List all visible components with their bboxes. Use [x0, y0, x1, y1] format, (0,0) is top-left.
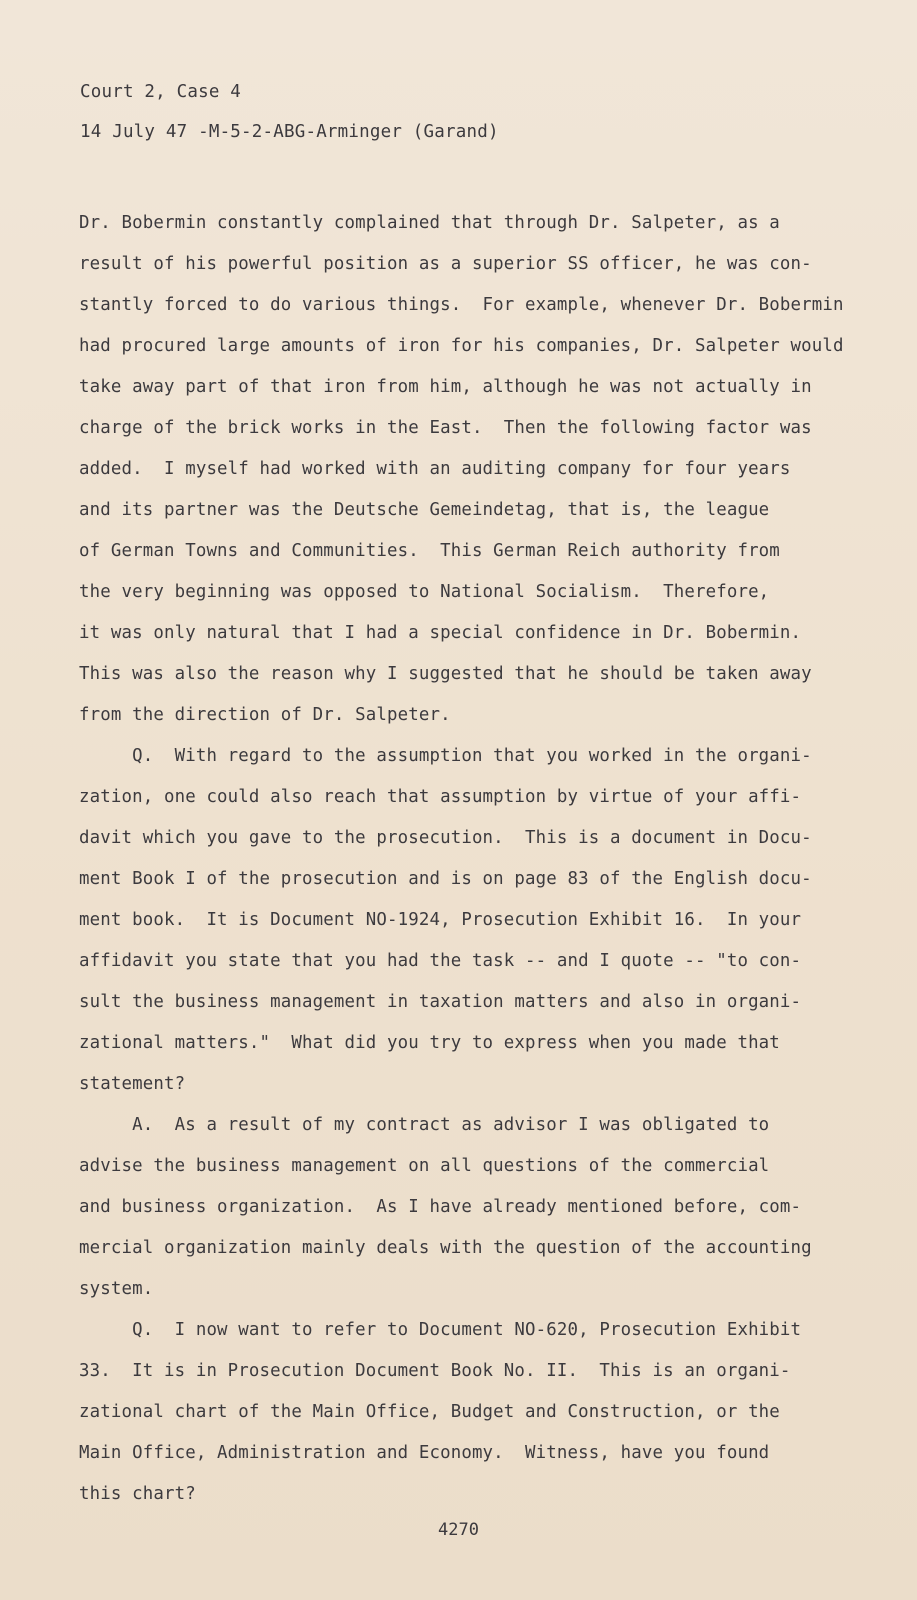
transcript-line: sult the business management in taxation matters and also in organi- [79, 992, 802, 1012]
transcript-line: system. [79, 1279, 154, 1299]
transcript-line: the very beginning was opposed to National Socialism. Therefore, [79, 582, 770, 602]
transcript-line: A. As a result of my contract as advisor I was obligated to [79, 1115, 770, 1135]
page-number: 4270 [438, 1520, 479, 1540]
transcript-line: zational chart of the Main Office, Budget and Construction, or the [79, 1402, 780, 1422]
transcript-line: This was also the reason why I suggested that he should be taken away [79, 664, 812, 684]
transcript-line: and its partner was the Deutsche Gemeindetag, that is, the league [79, 500, 770, 520]
transcript-line: and business organization. As I have already mentioned before, com- [79, 1197, 802, 1217]
transcript-line: Q. With regard to the assumption that you worked in the organi- [79, 746, 812, 766]
transcript-line: had procured large amounts of iron for his companies, Dr. Salpeter would [79, 336, 844, 356]
session-header: 14 July 47 -M-5-2-ABG-Arminger (Garand) [80, 122, 499, 142]
transcript-line: affidavit you state that you had the task -- and I quote -- "to con- [79, 951, 802, 971]
transcript-line: Q. I now want to refer to Document NO-620, Prosecution Exhibit [79, 1320, 802, 1340]
transcript-line: ment Book I of the prosecution and is on page 83 of the English docu- [79, 869, 812, 889]
transcript-line: added. I myself had worked with an auditing company for four years [79, 459, 791, 479]
transcript-line: it was only natural that I had a special confidence in Dr. Bobermin. [79, 623, 802, 643]
transcript-line: from the direction of Dr. Salpeter. [79, 705, 451, 725]
transcript-line: mercial organization mainly deals with the question of the accounting [79, 1238, 812, 1258]
transcript-line: 33. It is in Prosecution Document Book No. II. This is an organi- [79, 1361, 791, 1381]
transcript-line: ment book. It is Document NO-1924, Prosecution Exhibit 16. In your [79, 910, 802, 930]
transcript-line: this chart? [79, 1484, 196, 1504]
transcript-line: advise the business management on all questions of the commercial [79, 1156, 770, 1176]
transcript-line: charge of the brick works in the East. Then the following factor was [79, 418, 812, 438]
transcript-line: Dr. Bobermin constantly complained that through Dr. Salpeter, as a [79, 213, 780, 233]
transcript-line: zational matters." What did you try to express when you made that [79, 1033, 780, 1053]
transcript-line: zation, one could also reach that assumption by virtue of your affi- [79, 787, 802, 807]
transcript-line: result of his powerful position as a superior SS officer, he was con- [79, 254, 812, 274]
transcript-line: take away part of that iron from him, although he was not actually in [79, 377, 812, 397]
transcript-line: statement? [79, 1074, 186, 1094]
transcript-body [79, 203, 844, 1515]
transcript-line: of German Towns and Communities. This German Reich authority from [79, 541, 780, 561]
court-case-header: Court 2, Case 4 [80, 82, 242, 102]
transcript-line: stantly forced to do various things. For example, whenever Dr. Bobermin [79, 295, 844, 315]
transcript-line: davit which you gave to the prosecution. This is a document in Docu- [79, 828, 812, 848]
transcript-line: Main Office, Administration and Economy. Witness, have you found [79, 1443, 770, 1463]
